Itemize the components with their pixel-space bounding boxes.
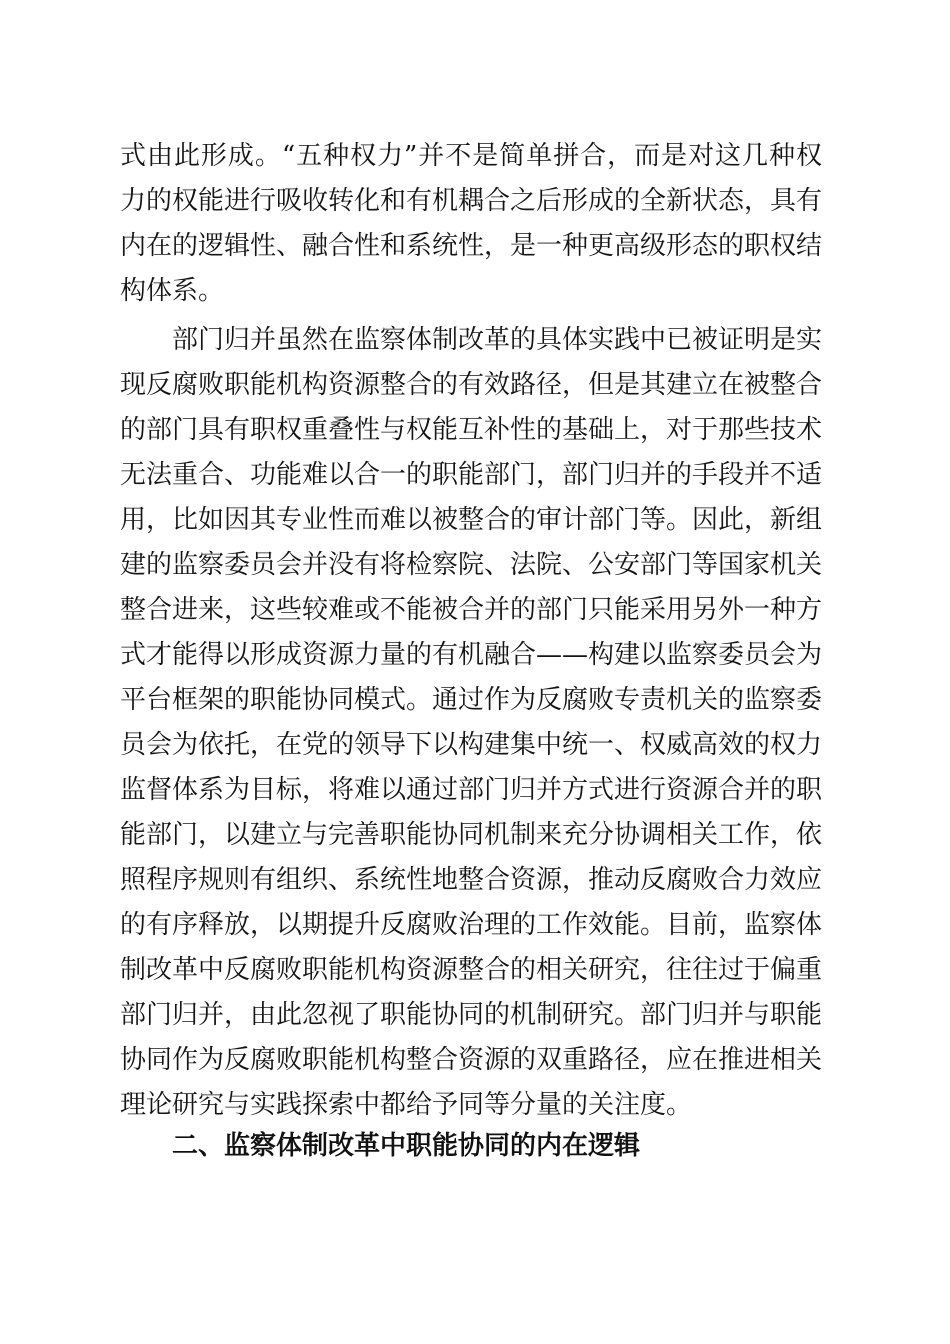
paragraph-line: 力的权能进行吸收转化和有机耦合之后形成的全新状态，具有: [120, 186, 823, 216]
paragraph-line: 式由此形成。“五种权力”并不是简单拼合，而是对这几种权: [120, 141, 822, 171]
paragraph-line: 用，比如因其专业性而难以被整合的审计部门等。因此，新组: [120, 505, 823, 535]
paragraph-line: 的有序释放，以期提升反腐败治理的工作效能。目前，监察体: [120, 910, 823, 940]
paragraph-line: 整合进来，这些较难或不能被合并的部门只能采用另外一种方: [120, 595, 823, 625]
section-heading: 二、监察体制改革中职能协同的内在逻辑: [172, 1131, 641, 1161]
paragraph-line: 能部门，以建立与完善职能协同机制来充分协调相关工作，依: [120, 820, 823, 850]
paragraph-line: 平台框架的职能协同模式。通过作为反腐败专责机关的监察委: [120, 685, 823, 715]
paragraph-line: 照程序规则有组织、系统性地整合资源，推动反腐败合力效应: [120, 865, 823, 895]
paragraph-line: 员会为依托，在党的领导下以构建集中统一、权威高效的权力: [120, 730, 823, 760]
paragraph-line: 协同作为反腐败职能机构整合资源的双重路径，应在推进相关: [120, 1045, 823, 1075]
paragraph-line: 内在的逻辑性、融合性和系统性，是一种更高级形态的职权结: [120, 231, 823, 261]
paragraph-line: 监督体系为目标，将难以通过部门归并方式进行资源合并的职: [120, 775, 823, 805]
paragraph-line: 式才能得以形成资源力量的有机融合——构建以监察委员会为: [120, 640, 823, 670]
paragraph-line: 建的监察委员会并没有将检察院、法院、公安部门等国家机关: [120, 550, 823, 580]
paragraph-line: 的部门具有职权重叠性与权能互补性的基础上，对于那些技术: [120, 415, 823, 445]
paragraph-line: 制改革中反腐败职能机构资源整合的相关研究，往往过于偏重: [120, 955, 823, 985]
paragraph-line: 无法重合、功能难以合一的职能部门，部门归并的手段并不适: [120, 460, 823, 490]
paragraph-line: 现反腐败职能机构资源整合的有效路径，但是其建立在被整合: [120, 370, 823, 400]
paragraph-line: 部门归并虽然在监察体制改革的具体实践中已被证明是实: [172, 325, 823, 355]
paragraph-line: 构体系。: [120, 276, 225, 306]
paragraph-line: 理论研究与实践探索中都给予同等分量的关注度。: [120, 1090, 693, 1120]
paragraph-line: 部门归并，由此忽视了职能协同的机制研究。部门归并与职能: [120, 1000, 823, 1030]
